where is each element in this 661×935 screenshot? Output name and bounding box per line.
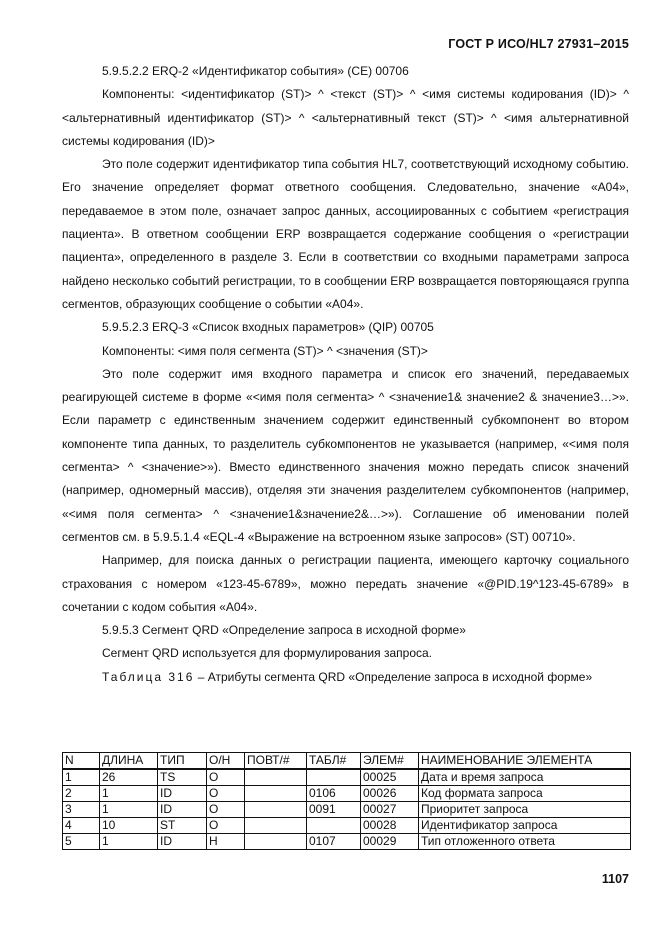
- table-cell: 26: [100, 769, 158, 786]
- table-cell: 10: [100, 818, 158, 834]
- table-cell: 0106: [307, 786, 361, 802]
- table-row: [63, 769, 631, 786]
- table-cell: [245, 818, 307, 834]
- section-5-9-5-2-3-title: 5.9.5.2.3 ERQ-3 «Список входных параметров» (QIP) 00705: [102, 320, 434, 335]
- table-cell: ID: [158, 802, 207, 818]
- table-cell: O: [207, 769, 245, 786]
- table-cell: 00025: [361, 769, 419, 786]
- table-header-row: [63, 753, 631, 770]
- table-row: [63, 834, 631, 850]
- table-cell: O: [207, 786, 245, 802]
- table-cell: [245, 834, 307, 850]
- table-cell: O: [207, 818, 245, 834]
- table-cell: 1: [63, 769, 100, 786]
- column-header: ТАБЛ#: [307, 753, 361, 770]
- section-5-9-5-2-2-title: 5.9.5.2.2 ERQ-2 «Идентификатор события» (CE) 00706: [102, 64, 409, 78]
- table-cell: Код формата запроса: [419, 786, 631, 802]
- table-cell: O: [207, 802, 245, 818]
- table-cell: 0107: [307, 834, 361, 850]
- table-cell: 1: [100, 786, 158, 802]
- table-cell: Приоритет запроса: [419, 802, 631, 818]
- column-header: О/Н: [207, 753, 245, 770]
- table-row: [63, 818, 631, 834]
- section-5-9-5-2-3-components: Компоненты: <имя поля сегмента (ST)> ^ <значения (ST)>: [102, 343, 428, 358]
- table-cell: [245, 769, 307, 786]
- table-cell: 5: [63, 834, 100, 850]
- table-caption-label: Таблица 316: [102, 669, 195, 684]
- qrd-attributes-table: [62, 752, 631, 850]
- standard-header: ГОСТ Р ИСО/HL7 27931–2015: [448, 37, 629, 51]
- section-5-9-5-2-2-components: Компоненты: <идентификатор (ST)> ^ <текст (ST)> ^ <имя системы кодирования (ID)> ^ <альтернативный идентификатор (ST)> ^ <альтернативный текст (ST)> ^ <имя альтернативной системы кодирования (ID)>: [62, 87, 629, 148]
- section-5-9-5-3-title: 5.9.5.3 Сегмент QRD «Определение запроса в исходной форме»: [102, 623, 466, 638]
- column-header: ПОВТ/#: [245, 753, 307, 770]
- table-cell: 1: [100, 802, 158, 818]
- page-number: 1107: [601, 872, 629, 886]
- table-cell: 1: [100, 834, 158, 850]
- table-cell: Тип отложенного ответа: [419, 834, 631, 850]
- column-header: ДЛИНА: [100, 753, 158, 770]
- table-cell: TS: [158, 769, 207, 786]
- table-cell: [307, 769, 361, 786]
- table-cell: 00027: [361, 802, 419, 818]
- table-cell: ID: [158, 834, 207, 850]
- table-cell: [245, 786, 307, 802]
- table-cell: ID: [158, 786, 207, 802]
- table-row: [63, 786, 631, 802]
- table-caption-text: – Атрибуты сегмента QRD «Определение запроса в исходной форме»: [194, 669, 593, 684]
- section-5-9-5-2-2-body: Это поле содержит идентификатор типа события HL7, соответствующий исходному событию. Его значение определяет формат ответного сообщения. Следовательно, значение «A04», передаваемое в этом поле, означает запрос данных, ассоциированных с событием «регистрация пациента». В ответном сообщении ERP возвращается содержание сообщения о «регистрации пациента», определенного в разделе 3. Если в соответствии со входными параметрами запроса найдено несколько событий регистрации, то в сообщении ERP возвращается повторяющаяся группа сегментов, образующих сообщение о событии «A04».: [62, 157, 629, 311]
- table-cell: 00029: [361, 834, 419, 850]
- table-caption: [62, 666, 629, 689]
- section-5-9-5-2-3-body: Это поле содержит имя входного параметра и список его значений, передаваемых реагирующей системе в форме «<имя поля сегмента> ^ <значение1& значение2 & значение3…>». Если параметр с единственным значением содержит единственный субкомпонент во втором компоненте типа данных, то разделитель субкомпонентов не указывается (например, «<имя поля сегмента> ^ <значение>»). Вместо единственного значения можно передать список значений (например, одномерный массив), отделяя эти значения разделителем субкомпонентов (например, «<имя поля сегмента> ^ <значение1&значение2&…>»). Соглашение об именовании полей сегментов см. в 5.9.5.1.4 «EQL-4 «Выражение на встроенном языке запросов» (ST) 00710».: [62, 366, 629, 544]
- section-5-9-5-2-3-example: Например, для поиска данных о регистрации пациента, имеющего карточку социального страхования с номером «123-45-6789», можно передать значение «@PID.19^123-45-6789» в сочетании с кодом события «A04».: [62, 553, 629, 614]
- table-cell: 4: [63, 818, 100, 834]
- table-cell: 3: [63, 802, 100, 818]
- table-cell: Дата и время запроса: [419, 769, 631, 786]
- column-header: N: [63, 753, 100, 770]
- column-header: НАИМЕНОВАНИЕ ЭЛЕМЕНТА: [419, 753, 631, 770]
- table-cell: [245, 802, 307, 818]
- table-cell: H: [207, 834, 245, 850]
- table-cell: ST: [158, 818, 207, 834]
- table-row: [63, 802, 631, 818]
- table-cell: Идентификатор запроса: [419, 818, 631, 834]
- table-cell: 00028: [361, 818, 419, 834]
- section-5-9-5-3-body: Сегмент QRD используется для формулирования запроса.: [102, 646, 432, 661]
- table-cell: 2: [63, 786, 100, 802]
- table-cell: [307, 818, 361, 834]
- column-header: ЭЛЕМ#: [361, 753, 419, 770]
- main-content: [62, 60, 629, 689]
- table-cell: 0091: [307, 802, 361, 818]
- column-header: ТИП: [158, 753, 207, 770]
- table-cell: 00026: [361, 786, 419, 802]
